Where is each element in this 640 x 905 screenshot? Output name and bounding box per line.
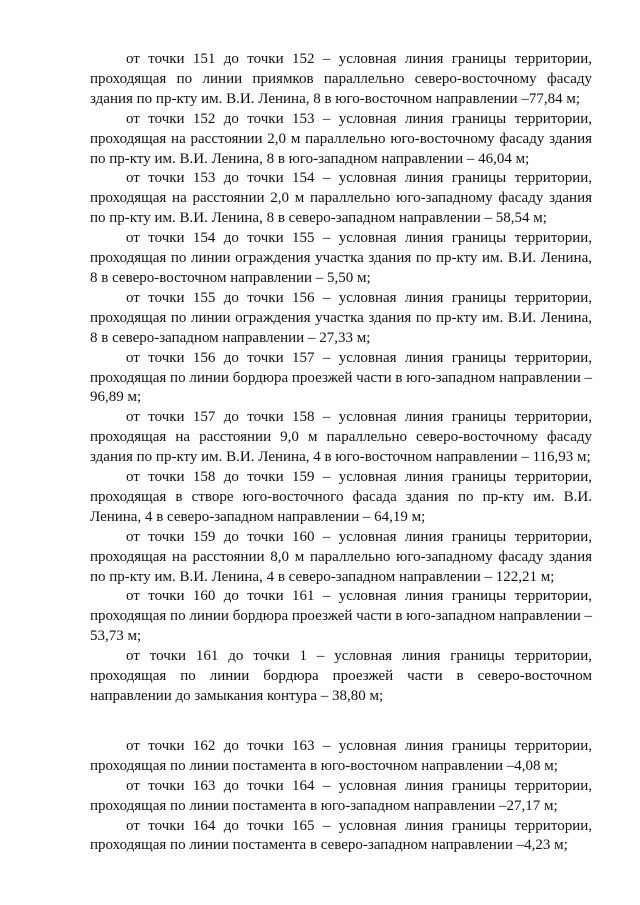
boundary-segment-163-164: от точки 163 до точки 164 – условная линия границы территории, проходящая по линии постамента в юго-западном направлении –27,17 м; [90,777,592,814]
boundary-segment-156-157: от точки 156 до точки 157 – условная линия границы территории, проходящая по линии бордюра проезжей части в юго-западном направлении – 96,89 м; [90,349,592,406]
section-gap [90,707,592,737]
boundary-segment-152-153: от точки 152 до точки 153 – условная линия границы территории, проходящая на расстоянии 2,0 м параллельно юго-восточному фасаду здания по пр-кту им. В.И. Ленина, 8 в юго-западном направлении – 46,04 м; [90,110,592,167]
boundary-segment-161-1: от точки 161 до точки 1 – условная линия границы территории, проходящая по линии бордюра проезжей части в северо-восточном направлении до замыкания контура – 38,80 м; [90,648,592,704]
boundary-segment-162-163: от точки 162 до точки 163 – условная линия границы территории, проходящая по линии постамента в юго-восточном направлении –4,08 м; [90,737,592,774]
boundary-segment-159-160: от точки 159 до точки 160 – условная линия границы территории, проходящая на расстоянии 8,0 м параллельно юго-западному фасаду здания по пр-кту им. В.И. Ленина, 4 в северо-западном направлении – 122,21 м; [90,528,592,585]
boundary-segment-153-154: от точки 153 до точки 154 – условная линия границы территории, проходящая на расстоянии 2,0 м параллельно юго-западному фасаду здания по пр-кту им. В.И. Ленина, 8 в северо-западном направлении – 58,54 м; [90,170,592,227]
boundary-segment-154-155: от точки 154 до точки 155 – условная линия границы территории, проходящая по линии ограждения участка здания по пр-кту им. В.И. Ленина, 8 в северо-восточном направлении – 5,50 м; [90,230,592,286]
boundary-segment-151-152: от точки 151 до точки 152 – условная линия границы территории, проходящая по линии приямков параллельно северо-восточному фасаду здания по пр-кту им. В.И. Ленина, 8 в юго-восточном направлении –77,84 м; [90,51,592,107]
boundary-segment-157-158: от точки 157 до точки 158 – условная линия границы территории, проходящая на расстоянии 9,0 м параллельно северо-восточному фасаду здания по пр-кту им. В.И. Ленина, 4 в юго-восточном направлении – 116,93 м; [90,409,592,466]
boundary-segment-158-159: от точки 158 до точки 159 – условная линия границы территории, проходящая в створе юго-восточного фасада здания по пр-кту им. В.И. Ленина, 4 в северо-западном направлении – 64,19 м; [90,469,592,525]
boundary-segment-160-161: от точки 160 до точки 161 – условная линия границы территории, проходящая по линии бордюра проезжей части в юго-западном направлении – 53,73 м; [90,588,592,645]
boundary-segment-164-165: от точки 164 до точки 165 – условная линия границы территории, проходящая по линии постамента в северо-западном направлении –4,23 м; [90,817,592,854]
boundary-segment-155-156: от точки 155 до точки 156 – условная линия границы территории, проходящая по линии ограждения участка здания по пр-кту им. В.И. Ленина, 8 в северо-западном направлении – 27,33 м; [90,289,592,346]
document-page [90,50,592,856]
